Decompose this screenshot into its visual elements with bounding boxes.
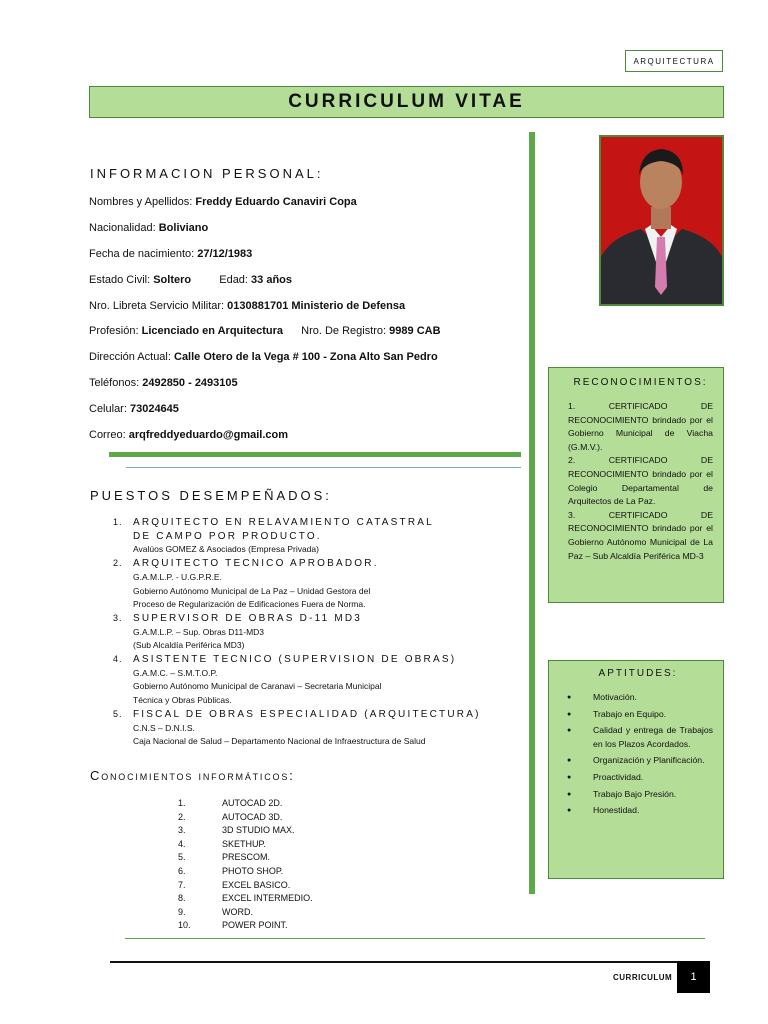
list-item <box>563 724 713 751</box>
list-item <box>178 811 313 825</box>
bullet-icon: ● <box>567 773 572 781</box>
title-banner <box>89 86 724 118</box>
bullet-icon: ● <box>567 757 572 765</box>
nombres-label: Nombres y Apellidos: <box>89 196 193 208</box>
list-item <box>178 919 313 933</box>
list-item <box>113 612 523 653</box>
field-telefonos <box>89 377 238 389</box>
reconocimientos-box <box>548 367 724 603</box>
bullet-icon: ● <box>567 807 572 815</box>
page-number: 1 <box>677 961 710 993</box>
software-name: EXCEL BASICO. <box>222 879 291 890</box>
job-detail: G.A.M.C. – S.M.T.O.P. <box>133 667 218 678</box>
fecha-label: Fecha de nacimiento: <box>89 248 195 260</box>
direccion-value: Calle Otero de la Vega # 100 - Zona Alto San Pedro <box>174 351 438 363</box>
job-detail: C.N.S – D.N.I.S. <box>133 722 195 733</box>
job-detail: Gobierno Autónomo Municipal de La Paz – Unidad Gestora del <box>133 585 371 596</box>
job-title: ASISTENTE TECNICO (SUPERVISION DE OBRAS) <box>133 654 457 666</box>
section-divider <box>109 452 521 457</box>
registro-label: Nro. De Registro: <box>301 325 387 337</box>
civil-label: Estado Civil: <box>89 274 151 286</box>
field-civil <box>89 274 292 286</box>
nacionalidad-value: Boliviano <box>158 222 209 234</box>
list-item <box>563 804 713 818</box>
registro-value: 9989 CAB <box>389 325 441 337</box>
list-item <box>178 906 313 920</box>
reconocimientos-title: RECONOCIMIENTOS: <box>573 377 708 388</box>
footer-label: CURRICULUM <box>613 973 673 982</box>
libreta-value: 0130881701 Ministerio de Defensa <box>227 300 406 312</box>
aptitudes-title: APTITUDES: <box>598 668 678 679</box>
software-number: 7. <box>178 879 186 890</box>
aptitude-text: Calidad y entrega de Trabajos en los Plazos Acordados. <box>593 725 713 749</box>
aptitude-text: Motivación. <box>593 692 637 702</box>
list-item <box>178 838 313 852</box>
conocimientos-title: Conocimientos informáticos: <box>90 768 295 783</box>
software-number: 5. <box>178 852 186 863</box>
job-detail: Gobierno Autónomo Municipal de Caranavi – Secretaria Municipal <box>133 681 382 692</box>
aptitude-text: Honestidad. <box>593 805 640 816</box>
telefonos-label: Teléfonos: <box>89 377 140 389</box>
field-profesion <box>89 325 441 337</box>
list-item: 2. CERTIFICADO DE RECONOCIMIENTO brindado por el Colegio Departamental de Arquitectos de La Paz. <box>568 455 713 507</box>
libreta-label: Nro. Libreta Servicio Militar: <box>89 300 225 312</box>
field-libreta <box>89 300 405 312</box>
bullet-icon: ● <box>567 727 572 735</box>
software-name: SKETHUP. <box>222 838 266 849</box>
correo-value[interactable]: arqfreddyeduardo@gmail.com <box>128 429 289 441</box>
software-number: 10. <box>178 920 191 931</box>
bottom-divider <box>125 938 705 939</box>
fecha-value: 27/12/1983 <box>197 248 253 260</box>
software-list <box>178 797 313 933</box>
list-item: 3. CERTIFICADO DE RECONOCIMIENTO brindado por el Gobierno Autónomo Municipal de La Paz – Sub Alcaldía Periférica MD-3 <box>568 509 713 561</box>
field-celular <box>89 403 179 415</box>
job-detail: Proceso de Regularización de Edificaciones Fuera de Norma. <box>133 599 366 610</box>
list-item <box>113 708 523 749</box>
list-item <box>178 892 313 906</box>
list-item <box>563 788 713 802</box>
job-title: FISCAL DE OBRAS ESPECIALIDAD (ARQUITECTURA) <box>133 708 481 720</box>
software-name: POWER POINT. <box>222 920 288 931</box>
direccion-label: Dirección Actual: <box>89 351 171 363</box>
job-detail: G.A.M.L.P. - U.G.P.R.E. <box>133 571 222 582</box>
job-title: SUPERVISOR DE OBRAS D-11 MD3 <box>133 612 363 624</box>
software-name: 3D STUDIO MAX. <box>222 825 295 836</box>
profesion-label: Profesión: <box>89 325 139 337</box>
list-item <box>178 865 313 879</box>
profesion-value: Licenciado en Arquitectura <box>141 325 283 337</box>
aptitude-text: Trabajo Bajo Presión. <box>593 788 677 799</box>
software-number: 4. <box>178 838 186 849</box>
list-item <box>178 824 313 838</box>
civil-value: Soltero <box>153 274 192 286</box>
list-item <box>563 754 713 768</box>
correo-label: Correo: <box>89 429 126 441</box>
list-item: 1. CERTIFICADO DE RECONOCIMIENTO brindado por el Gobierno Municipal de Viacha (G.M.V.). <box>568 401 713 452</box>
job-detail: G.A.M.L.P. – Sup. Obras D11-MD3 <box>133 626 265 637</box>
telefonos-value: 2492850 - 2493105 <box>142 377 238 389</box>
list-item <box>178 851 313 865</box>
personal-info-title: INFORMACION PERSONAL: <box>90 166 324 181</box>
software-number: 3. <box>178 825 186 836</box>
aptitude-text: Organización y Planificación. <box>593 755 705 766</box>
aptitude-text: Proactividad. <box>593 771 644 782</box>
software-name: AUTOCAD 3D. <box>222 811 283 822</box>
job-detail: Técnica y Obras Públicas. <box>133 695 232 706</box>
job-title: ARQUITECTO TECNICO APROBADOR. <box>133 558 379 570</box>
celular-label: Celular: <box>89 403 127 415</box>
list-item <box>113 653 523 708</box>
header-tag: ARQUITECTURA <box>625 50 723 72</box>
profile-photo <box>599 135 724 306</box>
bullet-icon: ● <box>567 790 572 798</box>
job-title: ARQUITECTO EN RELAVAMIENTO CATASTRAL <box>133 517 434 528</box>
aptitudes-box <box>548 660 724 879</box>
list-item <box>563 708 713 722</box>
nombres-value: Freddy Eduardo Canaviri Copa <box>195 196 357 208</box>
software-name: PRESCOM. <box>222 852 271 863</box>
job-title-cont: DE CAMPO POR PRODUCTO. <box>133 530 322 542</box>
field-correo <box>89 429 288 441</box>
software-number: 9. <box>178 906 186 917</box>
puestos-title: PUESTOS DESEMPEÑADOS: <box>90 488 332 503</box>
job-number: 4. <box>113 654 123 665</box>
field-direccion <box>89 351 438 363</box>
list-item <box>563 691 713 705</box>
list-item <box>563 771 713 785</box>
job-number: 2. <box>113 558 123 569</box>
person-portrait-icon <box>601 137 722 304</box>
job-number: 1. <box>113 517 123 527</box>
vertical-divider <box>529 132 535 894</box>
bullet-icon: ● <box>567 694 572 701</box>
field-nombres <box>89 196 357 208</box>
edad-label: Edad: <box>219 274 248 286</box>
software-name: EXCEL INTERMEDIO. <box>222 893 313 904</box>
field-fecha <box>89 248 252 260</box>
aptitudes-list <box>563 691 713 818</box>
job-detail: Avalúos GOMEZ & Asociados (Empresa Privada) <box>133 544 319 555</box>
puestos-list <box>113 516 523 749</box>
list-item <box>113 516 523 557</box>
nacionalidad-label: Nacionalidad: <box>89 222 156 234</box>
software-number: 6. <box>178 865 186 876</box>
footer-rule <box>110 961 710 963</box>
job-number: 3. <box>113 612 123 623</box>
software-name: WORD. <box>222 906 253 917</box>
software-number: 1. <box>178 798 186 808</box>
bullet-icon: ● <box>567 710 572 718</box>
celular-value: 73024645 <box>129 403 179 415</box>
job-detail: Caja Nacional de Salud – Departamento Nacional de Infraestructura de Salud <box>133 736 426 747</box>
aptitude-text: Trabajo en Equipo. <box>593 708 667 719</box>
job-detail: (Sub Alcaldía Periférica MD3) <box>133 640 245 651</box>
document-title: CURRICULUM VITAE <box>288 91 525 112</box>
list-item <box>178 797 313 811</box>
software-name: AUTOCAD 2D. <box>222 798 283 808</box>
section-divider-thin <box>126 467 521 468</box>
edad-value: 33 años <box>251 274 293 286</box>
field-nacionalidad <box>89 222 208 234</box>
job-number: 5. <box>113 708 123 719</box>
software-number: 2. <box>178 811 186 822</box>
software-name: PHOTO SHOP. <box>222 865 284 876</box>
list-item <box>113 557 523 612</box>
software-number: 8. <box>178 893 186 904</box>
list-item <box>178 879 313 893</box>
